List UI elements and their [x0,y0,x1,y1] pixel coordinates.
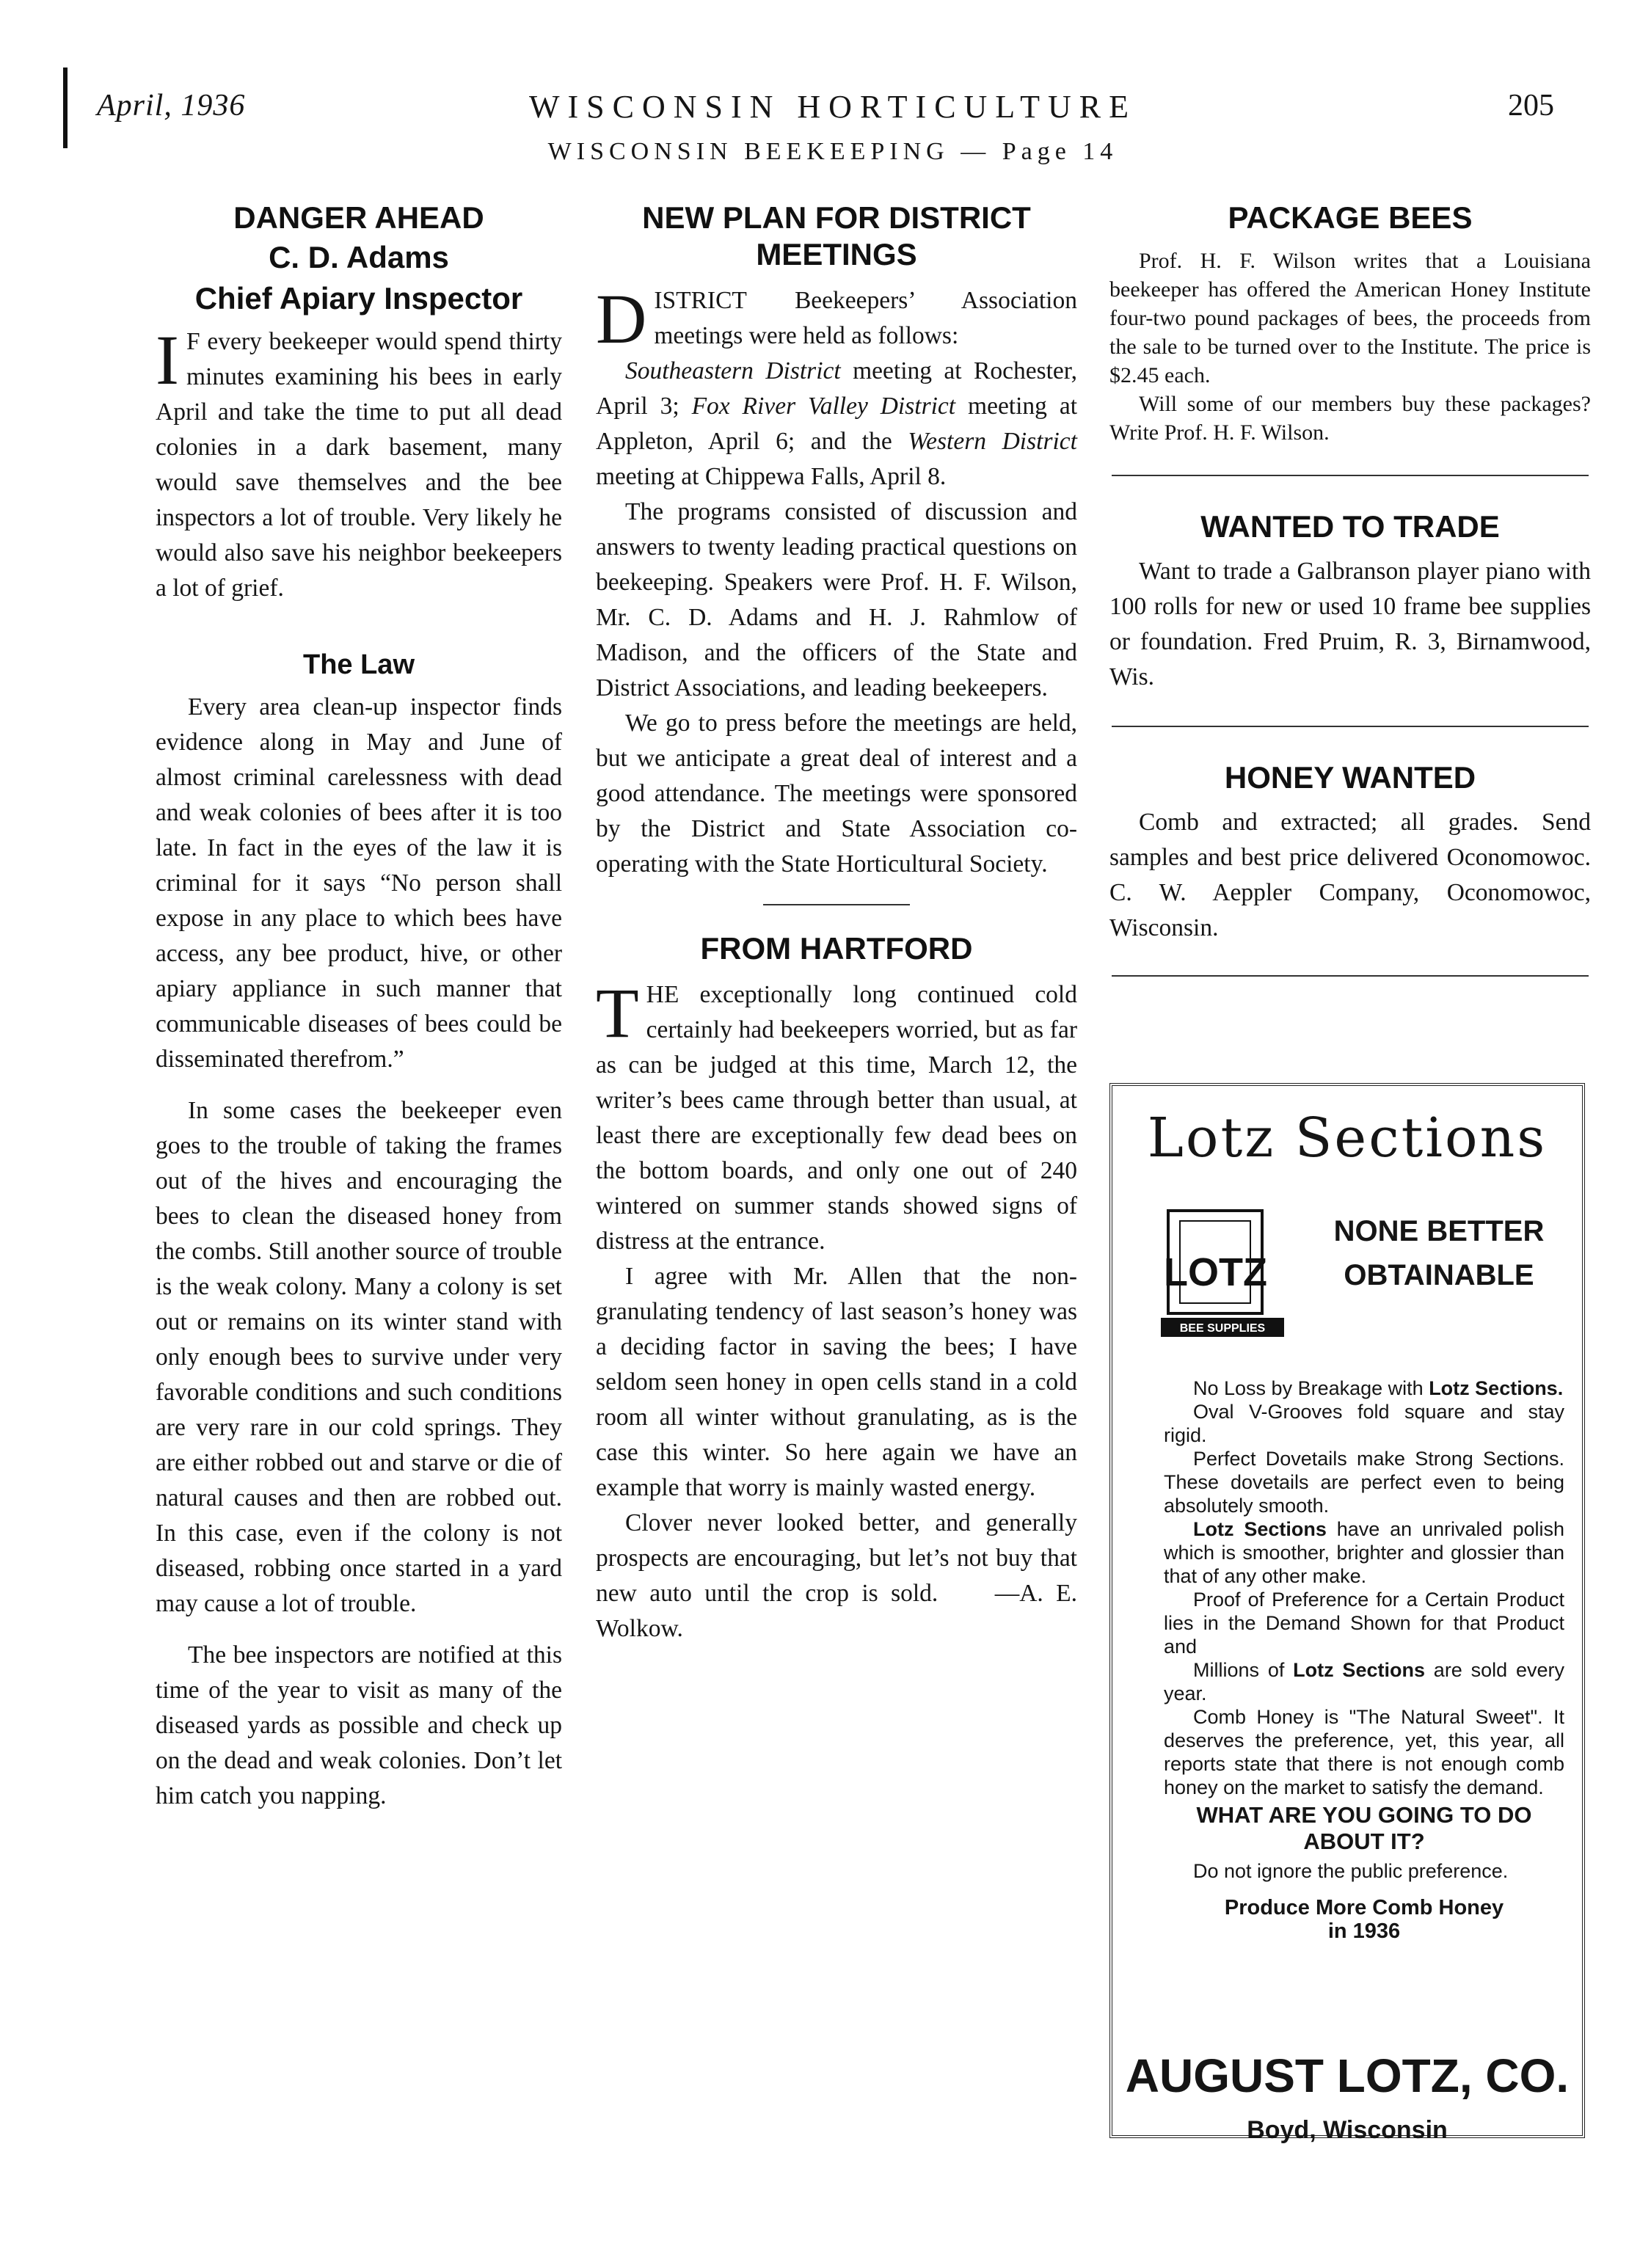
district-meetings-intro: DISTRICT Beekeepers’ Association meetings were held as follows: [596,280,1077,358]
ad-paragraph: Oval V-Grooves fold square and stay rigid. [1164,1401,1564,1446]
author-name: C. D. Adams [269,240,449,274]
danger-ahead-intro: I F every beekeeper would spend thirty minutes examining his bees in early April and take the time to put all dead colonies in a dark basement, many would save themselves and the bee inspectors a lot of trouble. Very likely he would also save his neighbor beekeepers a lot of grief. [156,321,562,602]
magazine-title: WISCONSIN HORTICULTURE [528,89,1137,125]
column-3 [1109,200,1591,977]
district-name: Western District [908,428,1077,455]
district-name: Fox River Valley District [691,393,956,420]
dropcap-i: I [156,321,179,399]
district-meetings-title: NEW PLAN FOR DISTRICT MEETINGS [642,200,1031,271]
divider [1112,975,1589,977]
ad-company-name: AUGUST LOTZ, CO. [1125,2049,1570,2102]
paragraph: Comb and extracted; all grades. Send samples and best price delivered Oconomowoc. C. W. Aeppler Company, Oconomowoc, Wisconsin. [1109,809,1591,941]
honey-wanted-title: HONEY WANTED [1224,760,1476,795]
ad-paragraph: Do not ignore the public preference. [1193,1860,1509,1882]
logo-text: LOTZ [1164,1250,1267,1294]
the-law-heading: The Law [302,649,415,680]
meeting-schedule: Southeastern District meeting at Rochester, April 3; Fox River Valley District meeting at Appleton, April 6; and the Western District meeting at Chippewa Falls, April 8. [596,357,1077,490]
paragraph: In some cases the beekeeper even goes to the trouble of taking the frames out of the hives and encouraging the bees to clean the diseased honey from the combs. Still another source of trouble is the weak colony. Many a colony is set out or remains on its winter stand with only enough bees to survive under very favorable conditions and such conditions are very rare in our cold springs. They are either robbed out and starve or die of natural causes and then are robbed out. In this case, even if the colony is not diseased, robbing once started in a yard may cause a lot of trouble. [156,1097,562,1617]
lotz-logo [1158,1203,1287,1343]
ad-body [1164,1377,1564,1943]
paragraph: Want to trade a Galbranson player piano with 100 rolls for new or used 10 frame bee supplies or foundation. Fred Pruim, R. 3, Birnamwood, Wis. [1109,558,1591,690]
signature: —A. E. Wolkow. [596,1580,1078,1642]
package-bees-body [1109,247,1591,447]
divider [1112,475,1589,476]
author-title: Chief Apiary Inspector [194,281,523,316]
ad-question: WHAT ARE YOU GOING TO DO ABOUT IT? [1196,1802,1532,1854]
paragraph: The programs consisted of discussion and answers to twenty leading practical questions on beekeeping. Speakers were Prof. H. F. Wilson, Mr. C. D. Adams and H. J. Rahmlow of Madison, and the officers of the State and District Associations, and leading beekeepers. [596,498,1077,701]
divider [763,904,910,905]
package-bees-title: PACKAGE BEES [1228,200,1473,235]
dropcap-d: D [596,280,647,358]
district-name: Southeastern District [625,357,841,384]
section-subtitle: WISCONSIN BEEKEEPING — Page 14 [547,138,1118,165]
ad-paragraph: Perfect Dovetails make Strong Sections. These dovetails are perfect even to being absolutely smooth. [1164,1448,1564,1517]
paragraph: The bee inspectors are notified at this time of the year to visit as many of the diseased yards as possible and check up on the dead and weak colonies. Don’t let him catch you napping. [156,1641,562,1809]
ad-company-city: Boyd, Wisconsin [1247,2116,1448,2144]
page-number: 205 [1508,89,1554,123]
danger-ahead-title: DANGER AHEAD [233,200,484,235]
column-2 [596,200,1077,1647]
logo-banner: BEE SUPPLIES [1179,1322,1266,1335]
ad-paragraph: Lotz Sections have an unrivaled polish which is smoother, brighter and glossier than that of any other make. [1164,1518,1564,1587]
ad-paragraph: Millions of Lotz Sections are sold every year. [1164,1659,1564,1704]
paragraph: We go to press before the meetings are held, but we anticipate a great deal of interest and a good attendance. The meetings were sponsored by the District and State Association co-operating with the State Horticultural Society. [596,710,1077,878]
issue-date: April, 1936 [97,89,246,123]
paragraph: Prof. H. F. Wilson writes that a Louisiana beekeeper has offered the American Honey Institute four-two pound packages of bees, the proceeds from the sale to be turned over to the Institute. The price is $2.45 each. [1109,249,1591,387]
ad-produce: Produce More Comb Honey in 1936 [1224,1896,1504,1943]
paragraph: I agree with Mr. Allen that the non-granulating tendency of last season’s honey was a deciding factor in saving the bees; I have seldom seen honey in open cells stand in a cold room all winter without granulating, as is the case this winter. So here again we have an example that worry is mainly wasted energy. [596,1263,1077,1501]
hartford-intro: THE exceptionally long continued cold certainly had beekeepers worried, but as far as can be judged at this time, March 12, the writer’s bees came through better than usual, at least there are exceptionally few dead bees on the bottom boards, and only one out of 240 wintered on summer stands showed signs of distress at the entrance. [596,974,1077,1255]
ad-paragraph: No Loss by Breakage with Lotz Sections. [1193,1377,1564,1399]
paragraph: Every area clean-up inspector finds evidence along in May and June of almost criminal carelessness with dead and weak colonies of bees after it is too late. In fact in the eyes of the law it is criminal for it says “No person shall expose in any place to which bees have access, any bee product, hive, or other apiary appliance in such manner that communicable diseases of bees could be disseminated therefrom.” [156,693,562,1073]
paragraph: Clover never looked better, and generally prospects are encouraging, but let’s not buy that new auto until the crop is sold. —A. E. Wolkow. [596,1509,1078,1642]
ad-slogan: NONE BETTER OBTAINABLE [1333,1215,1545,1291]
wanted-to-trade-title: WANTED TO TRADE [1200,509,1500,544]
from-hartford-title: FROM HARTFORD [700,931,973,966]
ad-paragraph: Comb Honey is "The Natural Sweet". It deserves the preference, yet, this year, all reports state that there is not enough comb honey on the market to satisfy the demand. [1164,1706,1564,1798]
margin-bar [63,68,68,148]
ad-paragraph: Proof of Preference for a Certain Product lies in the Demand Shown for that Product and [1164,1589,1564,1658]
lotz-advertisement [1109,1083,1585,2144]
ad-title: Lotz Sections [1147,1106,1548,1170]
paragraph: Will some of our members buy these packages? Write Prof. H. F. Wilson. [1109,392,1591,445]
divider [1112,726,1589,727]
dropcap-t: T [596,974,639,1052]
column-1 [156,200,562,1814]
